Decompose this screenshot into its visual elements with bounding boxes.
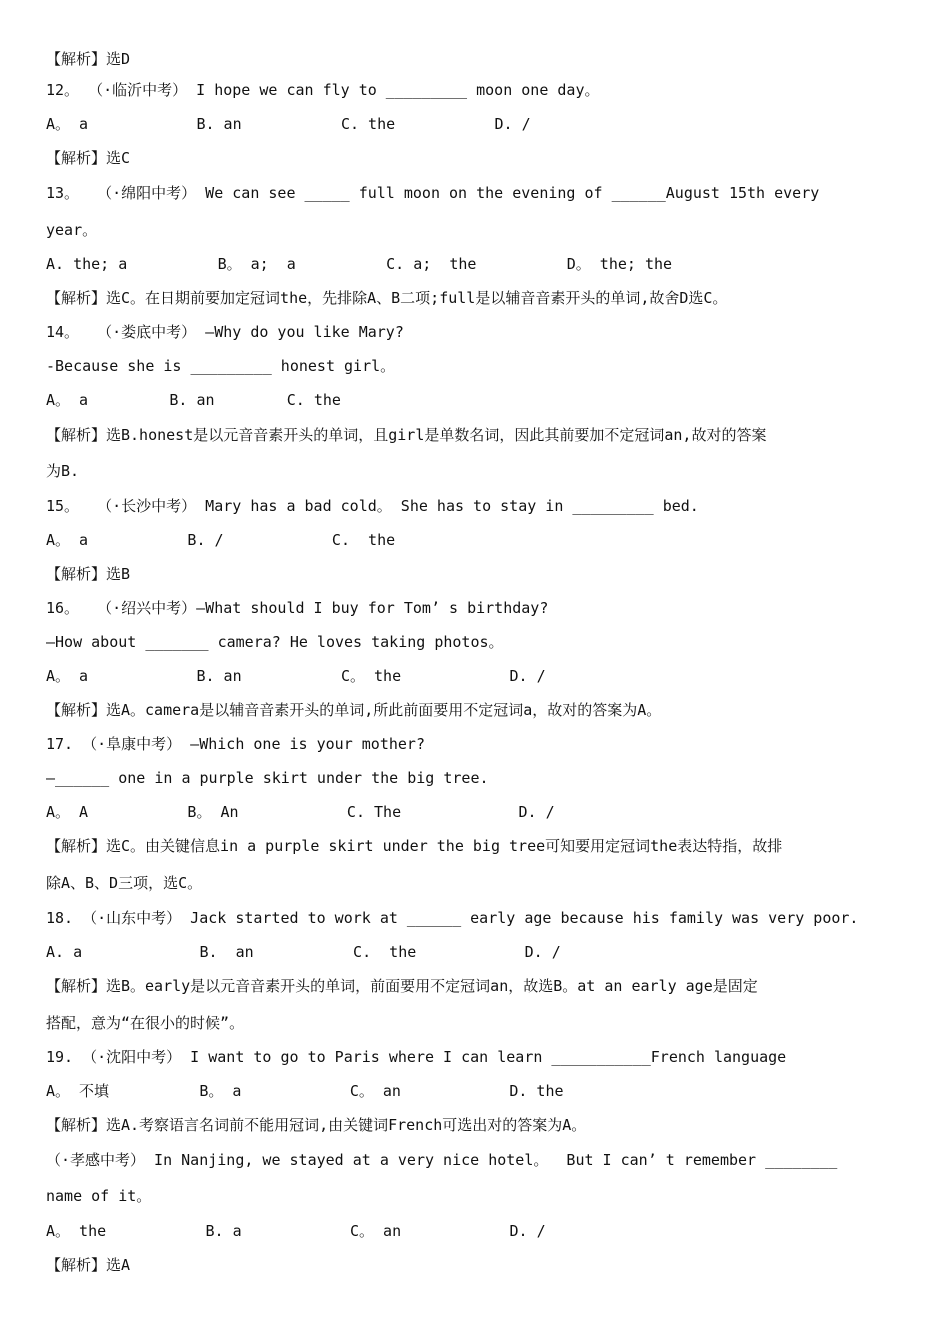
analysis-line-cont: 除A、B、D三项，选C。 (46, 874, 203, 892)
question-20-stem: （·孝感中考） In Nanjing, we stayed at a very nice hotel。 But I can’ t remember ________ (46, 1151, 838, 1169)
question-20-stem-cont: name of it。 (46, 1187, 152, 1205)
analysis-line-cont: 为B. (46, 462, 80, 480)
question-17-options: A。 A B。 An C. The D. / (46, 803, 555, 821)
question-18-stem: 18. （·山东中考） Jack started to work at ______ early age because his family was very poor. (46, 909, 859, 927)
analysis-line: 【解析】选C。在日期前要加定冠词the，先排除A、B二项;full是以辅音音素开头的单词,故舍D选C。 (46, 289, 728, 307)
question-17-stem: 17. （·阜康中考） —Which one is your mother? (46, 735, 425, 753)
analysis-line: 【解析】选B。early是以元音音素开头的单词，前面要用不定冠词an，故选B。at an early age是固定 (46, 977, 758, 995)
question-16-options: A。 a B. an C。 the D. / (46, 667, 546, 685)
question-12-stem: 12。 （·临沂中考） I hope we can fly to _________ moon one day。 (46, 81, 600, 99)
question-17-stem-cont: —______ one in a purple skirt under the big tree. (46, 769, 489, 787)
question-14-stem: 14。 （·娄底中考） —Why do you like Mary? (46, 323, 404, 341)
analysis-line: 【解析】选B (46, 565, 131, 583)
question-15-stem: 15。 （·长沙中考） Mary has a bad cold。 She has to stay in _________ bed. (46, 497, 699, 515)
question-15-options: A。 a B. / C. the (46, 531, 396, 549)
analysis-line: 【解析】选C (46, 149, 131, 167)
analysis-line: 【解析】选A。camera是以辅音音素开头的单词,所此前面要用不定冠词a，故对的答案为A。 (46, 701, 662, 719)
analysis-line: 【解析】选C。由关键信息in a purple skirt under the big tree可知要用定冠词the表达特指，故排 (46, 837, 783, 855)
question-14-stem-cont: -Because she is _________ honest girl。 (46, 357, 396, 375)
analysis-line: 【解析】选A.考察语言名词前不能用冠词,由关键词French可选出对的答案为A。 (46, 1116, 587, 1134)
analysis-line: 【解析】选B.honest是以元音音素开头的单词，且girl是单数名词，因此其前要加不定冠词an,故对的答案 (46, 426, 767, 444)
question-16-stem-cont: —How about _______ camera? He loves taking photos。 (46, 633, 504, 651)
analysis-line-cont: 搭配，意为“在很小的时候”。 (46, 1014, 245, 1032)
question-18-options: A. a B. an C. the D. / (46, 943, 561, 961)
analysis-line: 【解析】选A (46, 1256, 131, 1274)
question-20-options: A。 the B. a C。 an D. / (46, 1222, 546, 1240)
analysis-line: 【解析】选D (46, 50, 131, 68)
question-13-stem-cont: year。 (46, 221, 98, 239)
question-16-stem: 16。 （·绍兴中考）—What should I buy for Tom’ s birthday? (46, 599, 549, 617)
question-19-options: A。 不填 B。 a C。 an D. the (46, 1082, 564, 1100)
question-19-stem: 19. （·沈阳中考） I want to go to Paris where I can learn ___________French language (46, 1048, 787, 1066)
question-13-options: A. the; a B。 a; a C. a; the D。 the; the (46, 255, 673, 273)
question-12-options: A。 a B. an C. the D. / (46, 115, 531, 133)
question-14-options: A。 a B. an C. the (46, 391, 341, 409)
question-13-stem: 13。 （·绵阳中考） We can see _____ full moon on the evening of ______August 15th every (46, 184, 820, 202)
